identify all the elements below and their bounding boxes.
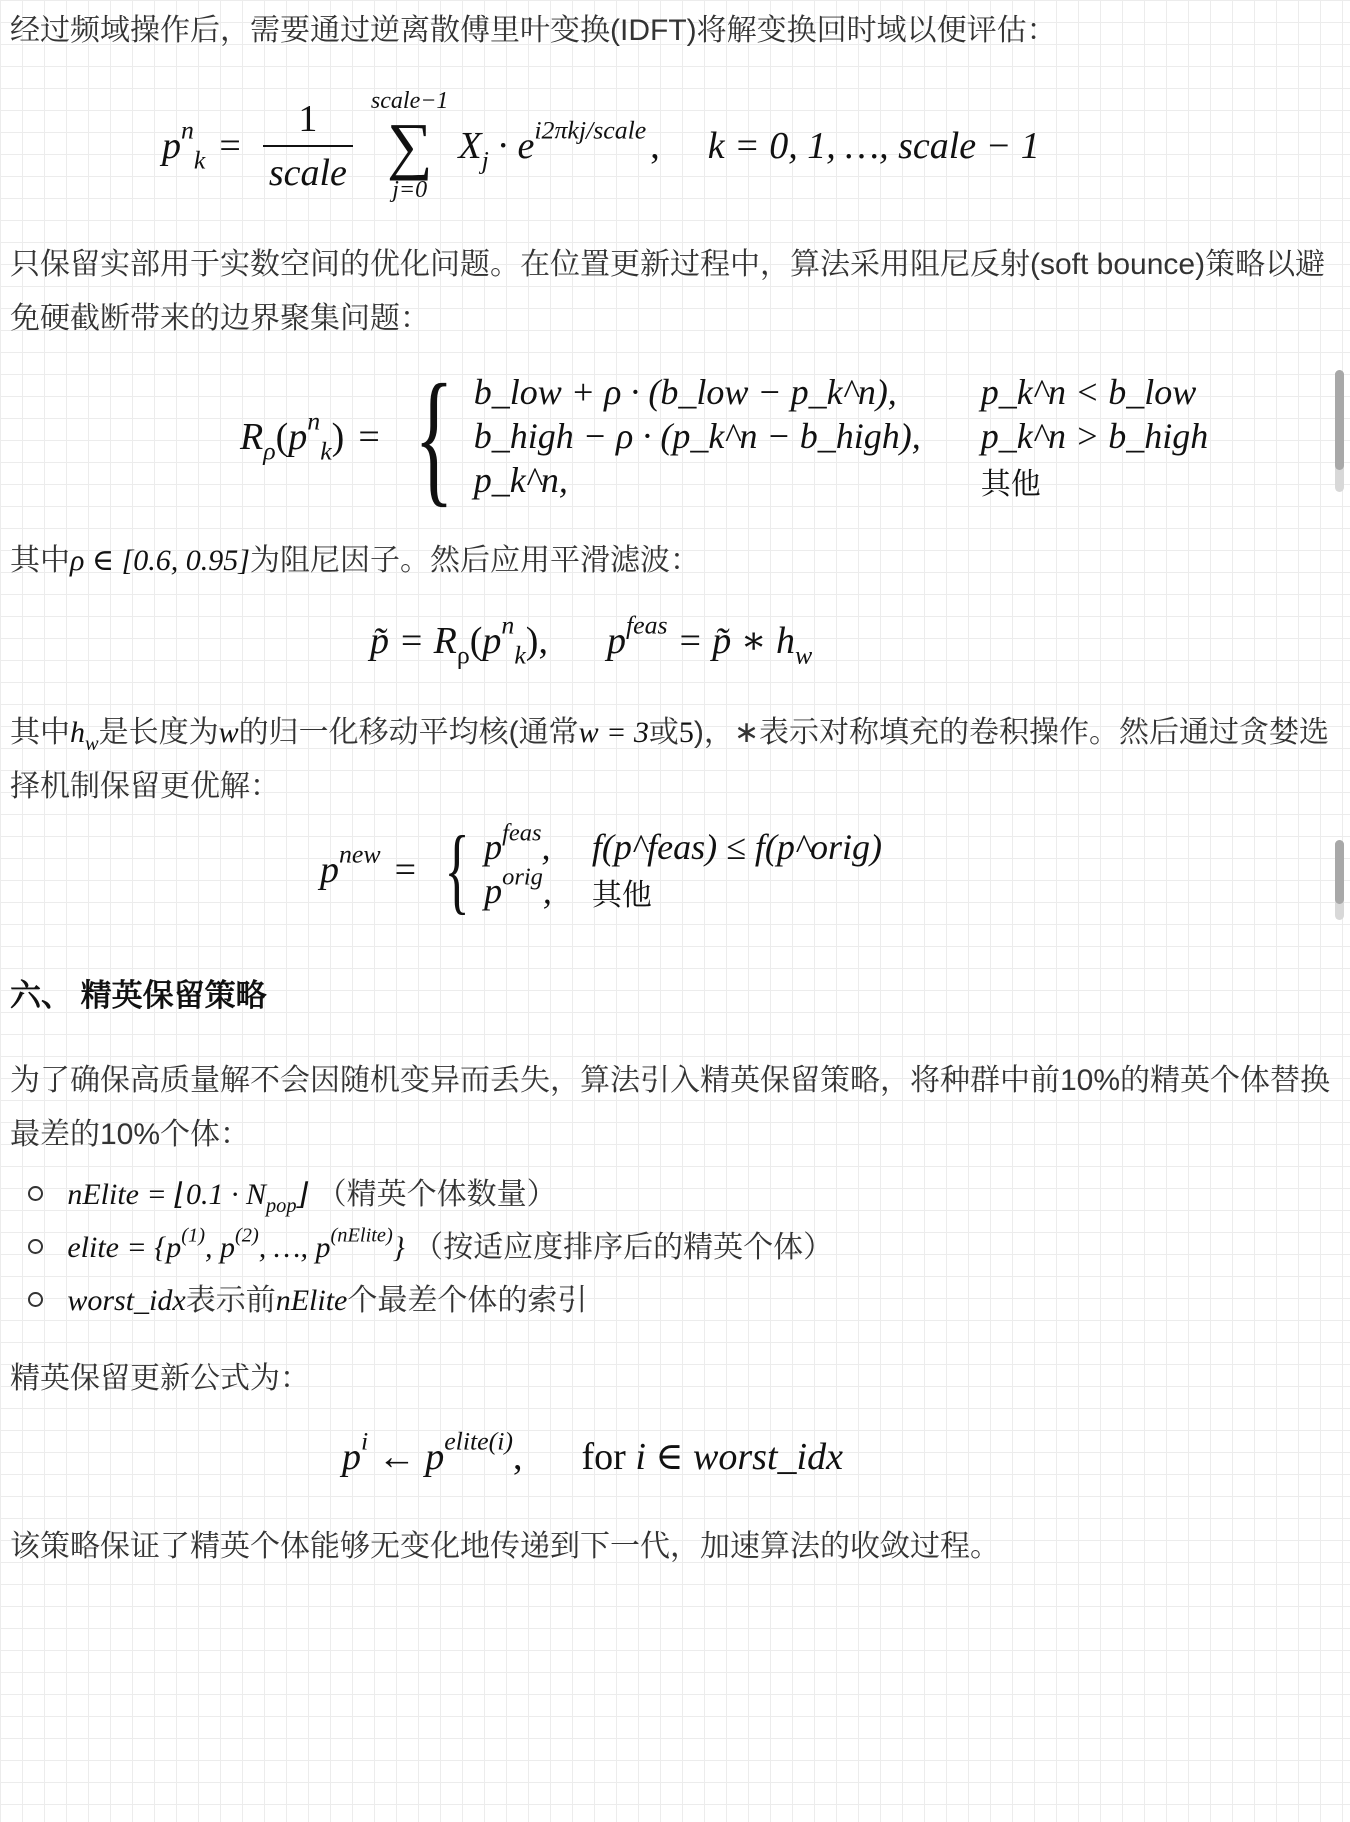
paragraph-damping-factor: 其中ρ ∈ [0.6, 0.95]为阻尼因子。然后应用平滑滤波：	[10, 544, 700, 577]
equation-greedy-selection: $p^{new}$ = { $p^{feas}$, f(p^feas) ≤ f(p^orig) $p^{orig}$, 其他	[320, 816, 883, 923]
paragraph-update-formula-label: 精英保留更新公式为：	[10, 1362, 310, 1395]
list-item: worst_idx表示前nElite个最差个体的索引	[28, 1274, 833, 1327]
list-item: elite = {$p^{(1)}$, $p^{(2)}$, …, $p^{(nElite)}$} （按适应度排序后的精英个体）	[28, 1221, 833, 1274]
equation-scrollbar[interactable]	[1335, 840, 1344, 920]
paragraph-idft-intro: 经过频域操作后，需要通过逆离散傅里叶变换(IDFT)将解变换回时域以便评估：	[10, 14, 1057, 47]
paragraph-moving-average: 其中$h_w$是长度为w的归一化移动平均核(通常w = 3或5)，∗表示对称填充的卷积操作。然后通过贪婪选择机制保留更优解：	[10, 716, 1330, 803]
case1-expression: b_low + ρ · (b_low − p_k^n),	[473, 372, 897, 412]
bullet-icon	[28, 1186, 43, 1201]
equation-smoothing: p̃ = $R_\rho(p^n_k)$, $p^{feas}$ = p̃ ∗ $h_w$	[370, 610, 813, 670]
equation-scrollbar[interactable]	[1335, 370, 1344, 492]
paragraph-conclusion: 该策略保证了精英个体能够无变化地传递到下一代，加速算法的收敛过程。	[10, 1530, 1000, 1563]
scrollbar-thumb[interactable]	[1335, 840, 1344, 904]
equation-elite-replacement: $p^i$ ← $p^{elite(i)}$, for i ∈ worst_idx	[342, 1426, 843, 1478]
list-item: nElite = ⌊0.1 · $N_{pop}⌋$ （精英个体数量）	[28, 1168, 833, 1221]
elite-definition-list	[28, 1168, 833, 1327]
equation-idft: $p^n_k$ = $\frac{1}{\text{scale}}$ scale−1 ∑ j=0 $X_j$ · $e^{i2\pi kj/scale}$ , k = 0, 1, …, scale − 1	[162, 88, 1040, 203]
bullet-icon	[28, 1292, 43, 1307]
case1-condition: p_k^n < b_low	[980, 372, 1197, 412]
case2-condition: p_k^n > b_high	[980, 416, 1209, 456]
case3-expression: p_k^n,	[473, 460, 568, 500]
paragraph-elite-intro: 为了确保高质量解不会因随机变异而丢失，算法引入精英保留策略，将种群中前10%的精英个体替换最差的10%个体：	[10, 1064, 1331, 1151]
paragraph-soft-bounce: 只保留实部用于实数空间的优化问题。在位置更新过程中，算法采用阻尼反射(soft bounce)策略以避免硬截断带来的边界聚集问题：	[10, 248, 1326, 335]
bullet-icon	[28, 1239, 43, 1254]
scrollbar-thumb[interactable]	[1335, 370, 1344, 470]
equation-damped-reflection: $R_\rho$ $(p^n_k)$ = { b_low + ρ · (b_low − p_k^n), p_k^n < b_low b_high − ρ · (p_k^n − b_high), p_k^n > b_high p_k^n, 其他	[240, 354, 1209, 520]
case2-expression: b_high − ρ · (p_k^n − b_high),	[473, 416, 921, 456]
case3-condition: 其他	[980, 467, 1041, 502]
section-heading: 六、 精英保留策略	[10, 978, 267, 1013]
